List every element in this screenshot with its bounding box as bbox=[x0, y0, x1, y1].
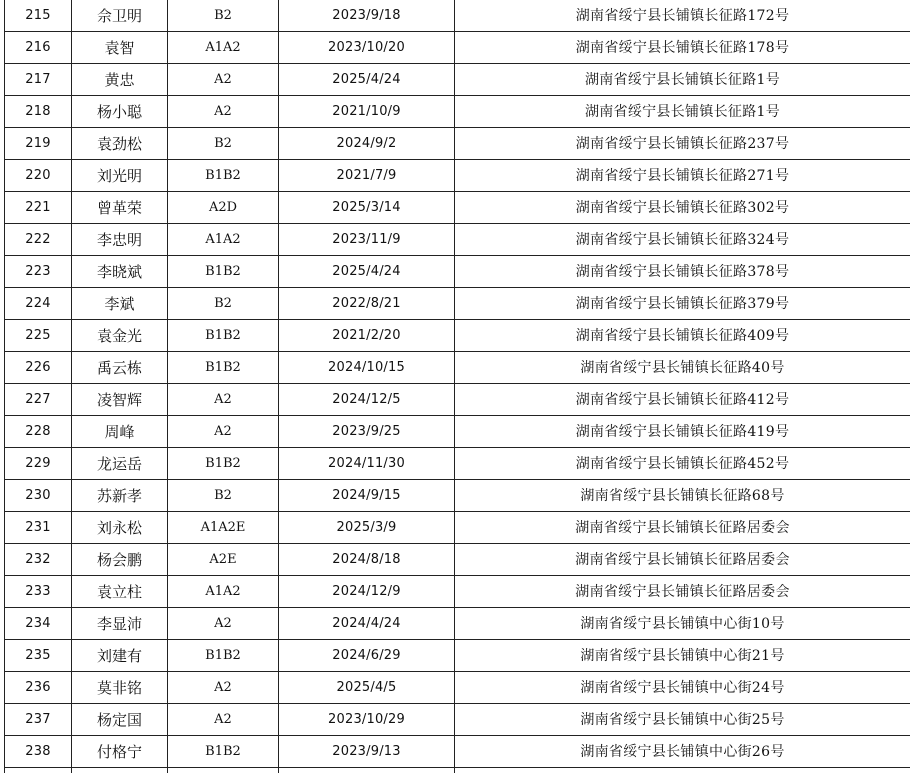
row-number-cell: 230 bbox=[5, 480, 72, 512]
row-number-cell: 217 bbox=[5, 64, 72, 96]
license-class-cell: B1B2 bbox=[168, 640, 279, 672]
address-cell: 湖南省绥宁县长铺镇长征路302号 bbox=[455, 192, 910, 224]
row-number-cell: 228 bbox=[5, 416, 72, 448]
date-cell: 2025/3/14 bbox=[279, 192, 455, 224]
driver-roster-table bbox=[4, 0, 910, 773]
license-class-cell: A1A2 bbox=[168, 224, 279, 256]
license-class-cell: A2 bbox=[168, 64, 279, 96]
date-cell: 2022/8/21 bbox=[279, 288, 455, 320]
row-number-cell: 231 bbox=[5, 512, 72, 544]
name-cell: 袁金光 bbox=[72, 320, 168, 352]
table-row bbox=[5, 640, 910, 672]
table-row bbox=[5, 768, 910, 773]
table-body bbox=[5, 0, 910, 773]
date-cell: 2024/12/9 bbox=[279, 576, 455, 608]
address-cell: 湖南省绥宁县长铺镇长征路412号 bbox=[455, 384, 910, 416]
table-row bbox=[5, 480, 910, 512]
license-class-cell: B2 bbox=[168, 288, 279, 320]
table-row bbox=[5, 608, 910, 640]
name-cell: 刘永松 bbox=[72, 512, 168, 544]
row-number-cell: 226 bbox=[5, 352, 72, 384]
date-cell: 2023/10/29 bbox=[279, 704, 455, 736]
address-cell: 湖南省绥宁县长铺镇长征路378号 bbox=[455, 256, 910, 288]
address-cell: 湖南省绥宁县长铺镇长征路1号 bbox=[455, 64, 910, 96]
license-class-cell: A2 bbox=[168, 608, 279, 640]
date-cell: 2024/10/15 bbox=[279, 352, 455, 384]
date-cell: 2025/4/24 bbox=[279, 256, 455, 288]
license-class-cell: A1A2 bbox=[168, 576, 279, 608]
table-row bbox=[5, 544, 910, 576]
date-cell: 2023/11/9 bbox=[279, 224, 455, 256]
license-class-cell: B1B2 bbox=[168, 448, 279, 480]
row-number-cell: 234 bbox=[5, 608, 72, 640]
date-cell: 2023/10/20 bbox=[279, 32, 455, 64]
table-row bbox=[5, 128, 910, 160]
name-cell: 杨定国 bbox=[72, 704, 168, 736]
name-cell: 杨小聪 bbox=[72, 96, 168, 128]
address-cell: 湖南省绥宁县长铺镇中心街21号 bbox=[455, 640, 910, 672]
name-cell: 李显沛 bbox=[72, 608, 168, 640]
license-class-cell: B1B2 bbox=[168, 736, 279, 768]
license-class-cell: A2 bbox=[168, 384, 279, 416]
row-number-cell: 235 bbox=[5, 640, 72, 672]
row-number-cell: 238 bbox=[5, 736, 72, 768]
name-cell: 李斌 bbox=[72, 288, 168, 320]
table-row bbox=[5, 576, 910, 608]
address-cell: 湖南省绥宁县长铺镇中心街26号 bbox=[455, 736, 910, 768]
table-row bbox=[5, 224, 910, 256]
address-cell: 湖南省绥宁县长铺镇长征路68号 bbox=[455, 480, 910, 512]
address-cell: 湖南省绥宁县长铺镇中心街24号 bbox=[455, 672, 910, 704]
name-cell: 袁智 bbox=[72, 32, 168, 64]
address-cell: 湖南省绥宁县长铺镇长征路居委会 bbox=[455, 512, 910, 544]
row-number-cell: 219 bbox=[5, 128, 72, 160]
license-class-cell: B1B2 bbox=[168, 256, 279, 288]
license-class-cell: B1B2 bbox=[168, 320, 279, 352]
table-row bbox=[5, 672, 910, 704]
row-number-cell: 232 bbox=[5, 544, 72, 576]
row-number-cell: 237 bbox=[5, 704, 72, 736]
row-number-cell: 221 bbox=[5, 192, 72, 224]
row-number-cell: 218 bbox=[5, 96, 72, 128]
address-cell: 湖南省绥宁县长铺镇长征路419号 bbox=[455, 416, 910, 448]
address-cell: 湖南省绥宁县长铺镇长征路居委会 bbox=[455, 544, 910, 576]
name-cell: 杨会鹏 bbox=[72, 544, 168, 576]
name-cell: 李忠明 bbox=[72, 224, 168, 256]
table-row bbox=[5, 320, 910, 352]
license-class-cell: B2 bbox=[168, 0, 279, 32]
address-cell: 湖南省绥宁县长铺镇长征路1号 bbox=[455, 96, 910, 128]
table-row bbox=[5, 160, 910, 192]
name-cell: 黄忠 bbox=[72, 64, 168, 96]
date-cell: 2021/2/20 bbox=[279, 320, 455, 352]
table-row bbox=[5, 96, 910, 128]
date-cell: 2025/3/9 bbox=[279, 512, 455, 544]
table-row bbox=[5, 448, 910, 480]
date-cell: 2025/4/5 bbox=[279, 672, 455, 704]
address-cell: 湖南省绥宁县长铺镇中心街10号 bbox=[455, 608, 910, 640]
table-row bbox=[5, 64, 910, 96]
license-class-cell: A2 bbox=[168, 416, 279, 448]
address-cell: 湖南省绥宁县长铺镇长征路452号 bbox=[455, 448, 910, 480]
date-cell: 2024/9/2 bbox=[279, 128, 455, 160]
row-number-cell: 216 bbox=[5, 32, 72, 64]
name-cell: 莫非铭 bbox=[72, 672, 168, 704]
row-number-cell: 233 bbox=[5, 576, 72, 608]
row-number-cell: 229 bbox=[5, 448, 72, 480]
address-cell: 湖南省绥宁县长铺镇长征路271号 bbox=[455, 160, 910, 192]
date-cell: 2021/10/9 bbox=[279, 96, 455, 128]
license-class-cell bbox=[168, 768, 279, 773]
date-cell: 2021/7/9 bbox=[279, 160, 455, 192]
table-row bbox=[5, 256, 910, 288]
license-class-cell: A1A2E bbox=[168, 512, 279, 544]
license-class-cell: A2D bbox=[168, 192, 279, 224]
table-row bbox=[5, 736, 910, 768]
row-number-cell: 215 bbox=[5, 0, 72, 32]
name-cell: 佘卫明 bbox=[72, 0, 168, 32]
date-cell: 2025/4/24 bbox=[279, 64, 455, 96]
name-cell: 周峰 bbox=[72, 416, 168, 448]
address-cell: 湖南省绥宁县长铺镇长征路379号 bbox=[455, 288, 910, 320]
row-number-cell: 224 bbox=[5, 288, 72, 320]
license-class-cell: A2 bbox=[168, 704, 279, 736]
address-cell: 湖南省绥宁县长铺镇长征路324号 bbox=[455, 224, 910, 256]
address-cell: 湖南省绥宁县长铺镇长征路237号 bbox=[455, 128, 910, 160]
address-cell: 湖南省绥宁县长铺镇长征路40号 bbox=[455, 352, 910, 384]
name-cell: 曾革荣 bbox=[72, 192, 168, 224]
table-row bbox=[5, 32, 910, 64]
table-row bbox=[5, 352, 910, 384]
address-cell: 湖南省绥宁县长铺镇长征路172号 bbox=[455, 0, 910, 32]
name-cell: 苏新孝 bbox=[72, 480, 168, 512]
license-class-cell: A2E bbox=[168, 544, 279, 576]
table-row bbox=[5, 192, 910, 224]
name-cell: 袁立柱 bbox=[72, 576, 168, 608]
name-cell: 付格宁 bbox=[72, 736, 168, 768]
address-cell: 湖南省绥宁县长铺镇长征路409号 bbox=[455, 320, 910, 352]
license-class-cell: A2 bbox=[168, 672, 279, 704]
table-row bbox=[5, 416, 910, 448]
address-cell bbox=[455, 768, 910, 773]
license-class-cell: A1A2 bbox=[168, 32, 279, 64]
license-class-cell: B1B2 bbox=[168, 352, 279, 384]
date-cell: 2023/9/13 bbox=[279, 736, 455, 768]
date-cell: 2024/8/18 bbox=[279, 544, 455, 576]
name-cell: 龙运岳 bbox=[72, 448, 168, 480]
table-row bbox=[5, 384, 910, 416]
row-number-cell: 223 bbox=[5, 256, 72, 288]
row-number-cell bbox=[5, 768, 72, 773]
name-cell: 刘光明 bbox=[72, 160, 168, 192]
address-cell: 湖南省绥宁县长铺镇长征路居委会 bbox=[455, 576, 910, 608]
table-row bbox=[5, 288, 910, 320]
table-row bbox=[5, 704, 910, 736]
address-cell: 湖南省绥宁县长铺镇长征路178号 bbox=[455, 32, 910, 64]
date-cell: 2024/6/29 bbox=[279, 640, 455, 672]
row-number-cell: 227 bbox=[5, 384, 72, 416]
date-cell bbox=[279, 768, 455, 773]
license-class-cell: B2 bbox=[168, 480, 279, 512]
name-cell bbox=[72, 768, 168, 773]
license-class-cell: B1B2 bbox=[168, 160, 279, 192]
date-cell: 2024/12/5 bbox=[279, 384, 455, 416]
row-number-cell: 222 bbox=[5, 224, 72, 256]
address-cell: 湖南省绥宁县长铺镇中心街25号 bbox=[455, 704, 910, 736]
date-cell: 2023/9/25 bbox=[279, 416, 455, 448]
table-row bbox=[5, 0, 910, 32]
row-number-cell: 236 bbox=[5, 672, 72, 704]
date-cell: 2023/9/18 bbox=[279, 0, 455, 32]
row-number-cell: 225 bbox=[5, 320, 72, 352]
name-cell: 刘建有 bbox=[72, 640, 168, 672]
row-number-cell: 220 bbox=[5, 160, 72, 192]
name-cell: 李晓斌 bbox=[72, 256, 168, 288]
name-cell: 袁劲松 bbox=[72, 128, 168, 160]
table-row bbox=[5, 512, 910, 544]
name-cell: 禹云栋 bbox=[72, 352, 168, 384]
date-cell: 2024/9/15 bbox=[279, 480, 455, 512]
license-class-cell: B2 bbox=[168, 128, 279, 160]
name-cell: 凌智辉 bbox=[72, 384, 168, 416]
date-cell: 2024/4/24 bbox=[279, 608, 455, 640]
date-cell: 2024/11/30 bbox=[279, 448, 455, 480]
license-class-cell: A2 bbox=[168, 96, 279, 128]
